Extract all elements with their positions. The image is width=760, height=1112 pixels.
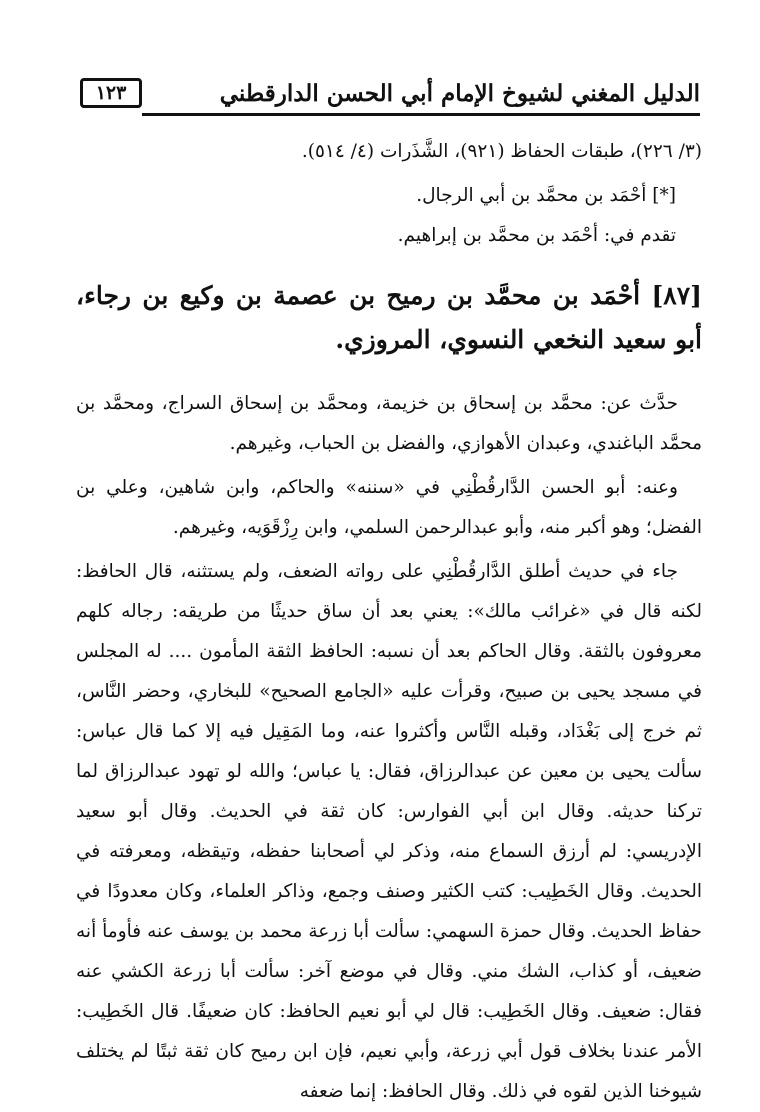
- running-header: [80, 70, 700, 116]
- page-number: ١٢٣: [95, 82, 127, 104]
- header-rule: [142, 113, 700, 116]
- footnote-continuation: (٣/ ٢٢٦)، طبقات الحفاظ (٩٢١)، الشَّذَرات (٤/ ٥١٤).: [301, 141, 702, 162]
- paragraph-students: وعنه: أبو الحسن الدَّارقُطْنِي في «سننه» والحاكم، وابن شاهين، وعلي بن الفضل؛ وهو أكبر منه، وأبو عبدالرحمن السلمي، وابن رِزْقَوَيه، وغيرهم.: [76, 477, 702, 538]
- running-title: الدليل المغني لشيوخ الإمام أبي الحسن الدارقطني: [219, 80, 700, 107]
- paragraph-assessment: جاء في حديث أطلق الدَّارقُطْنِي على رواته الضعف، ولم يستثنه، قال الحافظ: لكنه قال في «غرائب مالك»: يعني بعد أن ساق حديثًا من طريقه: رجاله كلهم معروفون بالثقة. وقال الحاكم بعد أن نسبه: الحافظ الثقة المأمون .... له المجلس في مسجد يحيى بن صبيح، وقرأت عليه «الجامع الصحيح» للبخاري، وحضر النَّاس، ثم خرج إلى بَغْدَاد، وقبله النَّاس وأكثروا عنه، وما المَقِيل فيه إلا كما قال عباس: سألت يحيى بن معين عن عبدالرزاق، فقال: يا عباس؛ والله لو تهود عبدالرزاق لما تركنا حديثه. وقال ابن أبي الفوارس: كان ثقة في الحديث. وقال أبو سعيد الإدريسي: لم أرزق السماع منه، وذكر لي أصحابنا حفظه، وتيقظه، ومعرفته في الحديث. وقال الخَطِيب: كتب الكثير وصنف وجمع، وذاكر العلماء، وكان معدودًا في حفاظ الحديث. وقال حمزة السهمي: سألت أبا زرعة محمد بن يوسف عنه فأومأ أنه ضعيف، أو كذاب، الشك مني. وقال في موضع آخر: سألت أبا زرعة الكشي عنه فقال: ضعيف. وقال الخَطِيب: قال لي أبو نعيم الحافظ: كان ضعيفًا. قال الخَطِيب: الأمر عندنا بخلاف قول أبي زرعة، وأبي نعيم، فإن ابن رميح كان ثقة ثبتًا لم يختلف شيوخنا الذين لقوه في ذلك. وقال الحافظ: إنما ضعفه: [76, 561, 702, 1102]
- cross-reference-note: تقدم في: أحْمَد بن محمَّد بن إبراهيم.: [397, 225, 676, 246]
- entry-heading: [٨٧] أحْمَد بن محمَّد بن رميح بن عصمة بن وكيع بن رجاء، أبو سعيد النخعي النسوي، المروزي.: [76, 281, 702, 354]
- page-body: [76, 132, 702, 1112]
- page-number-box: [80, 78, 142, 108]
- cross-reference-entry: [*] أحْمَد بن محمَّد بن أبي الرجال.: [416, 185, 676, 206]
- paragraph-teachers: حدَّث عن: محمَّد بن إسحاق بن خزيمة، ومحمَّد بن إسحاق السراج، ومحمَّد بن محمَّد الباغندي، وعبدان الأهوازي، والفضل بن الحباب، وغيرهم.: [76, 393, 702, 454]
